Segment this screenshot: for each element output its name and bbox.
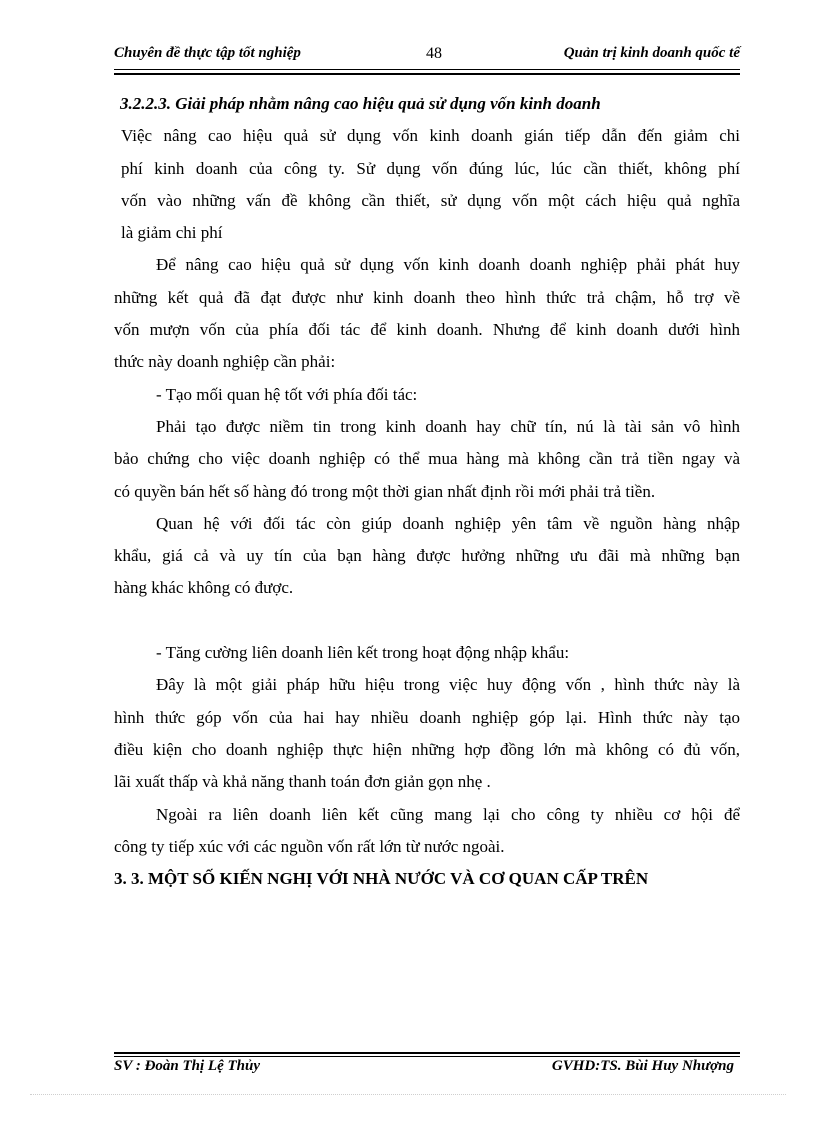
header-rule-thick xyxy=(114,73,740,75)
header-rule-thin xyxy=(114,69,740,70)
page-header xyxy=(114,45,740,67)
paragraph-5-line: Đây là một giải pháp hữu hiệu trong việc huy động vốn , hình thức này là xyxy=(156,675,740,695)
bullet-item: - Tạo mối quan hệ tốt với phía đối tác: xyxy=(156,384,418,404)
paragraph-1-line: là giảm chi phí xyxy=(121,223,223,243)
page-bottom-border xyxy=(30,1094,786,1095)
paragraph-2-line: những kết quả đã đạt được như kinh doanh theo hình thức trả chậm, hỗ trợ về xyxy=(114,287,740,307)
header-department: Quản trị kinh doanh quốc tế xyxy=(563,45,740,61)
paragraph-4-line: Quan hệ với đối tác còn giúp doanh nghiệp yên tâm về nguồn hàng nhập xyxy=(156,513,740,533)
paragraph-2-line: vốn mượn vốn của phía đối tác để kinh doanh. Nhưng để kinh doanh dưới hình xyxy=(114,320,740,340)
paragraph-4-line: khẩu, giá cả và uy tín của bạn hàng được hưởng những ưu đãi mà những bạn xyxy=(114,546,740,566)
blank-line xyxy=(114,605,740,637)
paragraph-1-line: Việc nâng cao hiệu quả sử dụng vốn kinh doanh gián tiếp dẫn đến giảm chi xyxy=(121,126,740,146)
section-title: 3.2.2.3. Giải pháp nhằm nâng cao hiệu quả sử dụng vốn kinh doanh xyxy=(120,94,601,113)
page-number: 48 xyxy=(426,45,442,62)
section-heading: 3. 3. MỘT SỐ KIẾN NGHỊ VỚI NHÀ NƯỚC VÀ CƠ QUAN CẤP TRÊN xyxy=(114,869,649,889)
paragraph-2-line: thức này doanh nghiệp cần phải: xyxy=(114,352,336,372)
paragraph-1-line: vốn vào những vấn đề không cần thiết, sử dụng vốn một cách hiệu quả nghĩa xyxy=(121,190,740,210)
page-body xyxy=(114,88,740,895)
footer-rule-thick xyxy=(114,1052,740,1054)
paragraph-2-line: Để nâng cao hiệu quả sử dụng vốn kinh doanh doanh nghiệp phải phát huy xyxy=(156,255,740,275)
footer-rule-thin xyxy=(114,1056,740,1057)
paragraph-5-line: hình thức góp vốn của hai hay nhiều doanh nghiệp góp lại. Hình thức này tạo xyxy=(114,707,740,727)
footer-supervisor: GVHD:TS. Bùi Huy Nhượng xyxy=(551,1058,734,1074)
paragraph-6-line: công ty tiếp xúc với các nguồn vốn rất lớn từ nước ngoài. xyxy=(114,836,505,856)
footer-student-name: SV : Đoàn Thị Lệ Thủy xyxy=(114,1058,260,1074)
paragraph-4-line: hàng khác không có được. xyxy=(114,578,294,598)
bullet-item: - Tăng cường liên doanh liên kết trong hoạt động nhập khẩu: xyxy=(156,643,570,663)
header-thesis-title: Chuyên đề thực tập tốt nghiệp xyxy=(114,45,301,61)
paragraph-3-line: Phải tạo được niềm tin trong kinh doanh hay chữ tín, nú là tài sản vô hình xyxy=(156,416,740,436)
paragraph-5-line: điều kiện cho doanh nghiệp thực hiện những hợp đồng lớn mà không có đủ vốn, xyxy=(114,739,740,759)
paragraph-6-line: Ngoài ra liên doanh liên kết cũng mang lại cho công ty nhiều cơ hội để xyxy=(156,804,740,824)
paragraph-3-line: có quyền bán hết số hàng đó trong một thời gian nhất định rồi mới phải trả tiền. xyxy=(114,481,656,501)
paragraph-1-line: phí kinh doanh của công ty. Sử dụng vốn đúng lúc, lúc cần thiết, không phí xyxy=(121,158,740,178)
page-footer xyxy=(114,1058,740,1080)
paragraph-5-line: lãi xuất thấp và khả năng thanh toán đơn giản gọn nhẹ . xyxy=(114,772,491,792)
paragraph-3-line: bảo chứng cho việc doanh nghiệp có thể mua hàng mà không cần trả tiền ngay và xyxy=(114,449,740,469)
